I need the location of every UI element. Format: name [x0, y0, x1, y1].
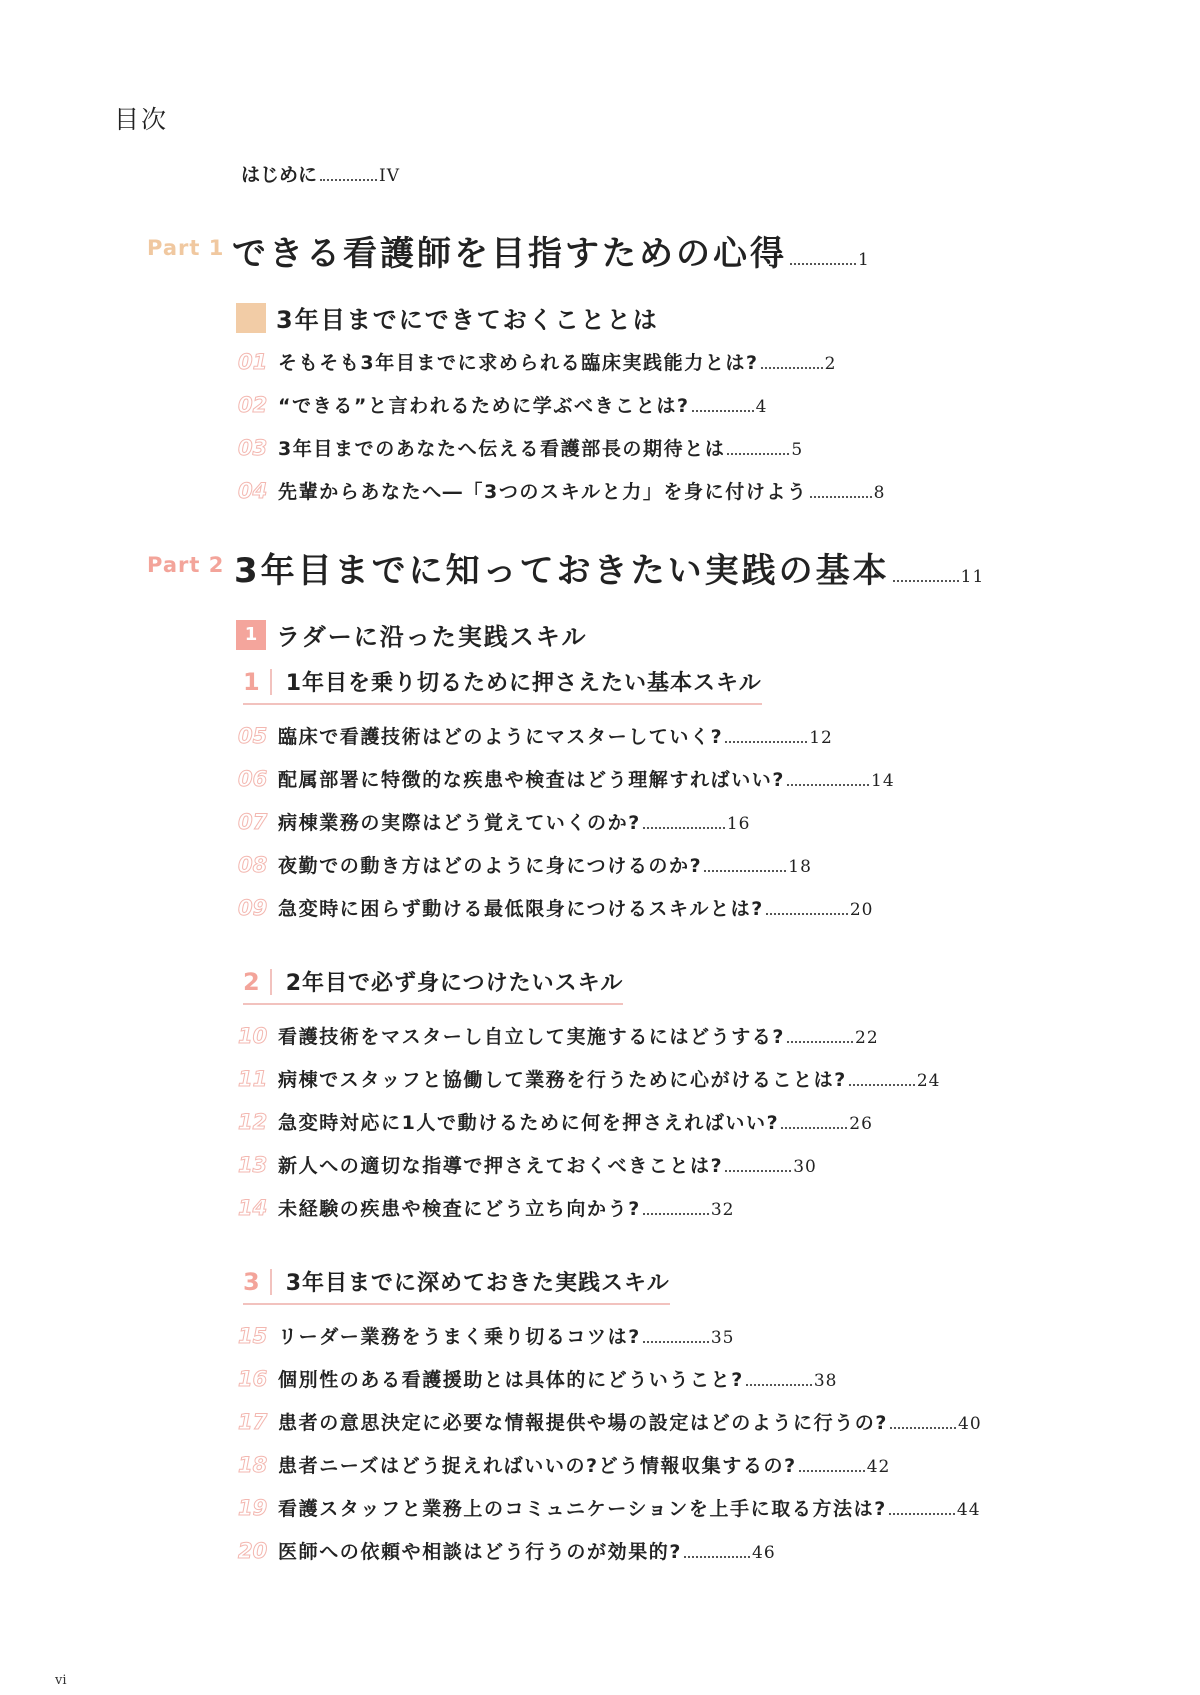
item-page: 22	[855, 1028, 879, 1048]
item-number: 20	[238, 1539, 268, 1563]
item-page: 30	[793, 1157, 817, 1177]
item-page: 8	[873, 483, 886, 503]
item-page: 18	[788, 857, 812, 877]
item-title: 先輩からあなたへ―「3つのスキルと力」を身に付けよう	[278, 481, 808, 503]
leader-dots	[810, 496, 872, 498]
item-number: 14	[238, 1196, 268, 1220]
item-page: 5	[791, 440, 804, 460]
leader-dots	[643, 1213, 709, 1215]
item-page: 44	[956, 1500, 981, 1520]
item-title: リーダー業務をうまく乗り切るコツは?	[278, 1326, 641, 1348]
item-page: 42	[866, 1457, 891, 1477]
leader-dots	[787, 784, 869, 786]
item-title: 患者の意思決定に必要な情報提供や場の設定はどのように行うの?	[278, 1412, 889, 1434]
item-title: 夜勤での動き方はどのように身につけるのか?	[278, 855, 703, 877]
page-number: vi	[55, 1673, 67, 1688]
toc-item-19[interactable]	[238, 1494, 981, 1524]
item-page: 24	[916, 1071, 941, 1091]
toc-item-11[interactable]	[238, 1065, 940, 1095]
leader-dots	[889, 1513, 955, 1515]
section-number: 2	[243, 969, 272, 995]
item-title: “できる”と言われるために学ぶべきことは?	[278, 395, 690, 417]
item-number: 05	[238, 724, 268, 748]
leader-dots	[787, 1041, 853, 1043]
item-page: 40	[958, 1414, 982, 1434]
leader-dots	[890, 1427, 956, 1429]
item-number: 11	[238, 1067, 268, 1091]
part1-label: Part 1	[147, 236, 225, 260]
toc-item-12[interactable]	[238, 1108, 873, 1138]
toc-entry-intro[interactable]	[241, 160, 400, 187]
item-page: 35	[710, 1328, 735, 1348]
leader-dots	[725, 1170, 791, 1172]
toc-item-20[interactable]	[238, 1537, 776, 1567]
item-page: 2	[824, 354, 837, 374]
item-title: 未経験の疾患や検査にどう立ち向かう?	[278, 1198, 641, 1220]
item-page: 38	[813, 1371, 838, 1391]
section-number: 1	[243, 669, 272, 695]
leader-dots	[320, 179, 377, 181]
part2-heading[interactable]	[234, 543, 984, 592]
item-number: 19	[238, 1496, 268, 1520]
part2-page: 11	[960, 567, 985, 587]
item-title: 急変時に困らず動ける最低限身につけるスキルとは?	[278, 898, 764, 920]
item-number: 04	[238, 479, 268, 503]
section-heading-3	[243, 1266, 670, 1305]
leader-dots	[766, 913, 848, 915]
part1-chapter	[236, 300, 659, 335]
item-title: 看護スタッフと業務上のコミュニケーションを上手に取る方法は?	[278, 1498, 887, 1520]
chapter-title: 3年目までにできておくこととは	[276, 306, 659, 334]
toc-item-05[interactable]	[238, 722, 833, 752]
item-page: 46	[752, 1543, 776, 1563]
chapter-box	[236, 303, 266, 333]
chapter-title: ラダーに沿った実践スキル	[276, 623, 588, 651]
toc-item-15[interactable]	[238, 1322, 734, 1352]
leader-dots	[684, 1556, 750, 1558]
section-title: 1年目を乗り切るために押さえたい基本スキル	[285, 671, 762, 696]
toc-item-04[interactable]	[238, 477, 885, 507]
item-number: 10	[238, 1024, 268, 1048]
toc-item-16[interactable]	[238, 1365, 837, 1395]
toc-item-08[interactable]	[238, 851, 812, 881]
item-page: 32	[710, 1200, 735, 1220]
item-page: 12	[809, 728, 833, 748]
item-title: 病棟でスタッフと協働して業務を行うために心がけることは?	[278, 1069, 847, 1091]
item-number: 01	[238, 350, 268, 374]
item-title: そもそも3年目までに求められる臨床実践能力とは?	[278, 352, 759, 374]
item-title: 3年目までのあなたへ伝える看護部長の期待とは	[278, 438, 726, 460]
leader-dots	[704, 870, 786, 872]
leader-dots	[893, 580, 959, 582]
toc-item-09[interactable]	[238, 894, 874, 924]
item-number: 03	[238, 436, 268, 460]
part2-label: Part 2	[147, 553, 225, 577]
item-title: 臨床で看護技術はどのようにマスターしていく?	[278, 726, 724, 748]
item-number: 09	[238, 896, 268, 920]
item-title: 新人への適切な指導で押さえておくべきことは?	[278, 1155, 724, 1177]
toc-item-01[interactable]	[238, 348, 836, 378]
intro-label: はじめに	[241, 164, 318, 186]
leader-dots	[727, 453, 789, 455]
toc-item-03[interactable]	[238, 434, 803, 464]
toc-item-10[interactable]	[238, 1022, 879, 1052]
section-title: 3年目までに深めておきた実践スキル	[285, 1271, 670, 1296]
leader-dots	[781, 1127, 847, 1129]
item-page: 4	[755, 397, 768, 417]
leader-dots	[790, 263, 856, 265]
leader-dots	[692, 410, 754, 412]
toc-item-18[interactable]	[238, 1451, 890, 1481]
toc-item-07[interactable]	[238, 808, 750, 838]
item-title: 個別性のある看護援助とは具体的にどういうこと?	[278, 1369, 744, 1391]
part1-heading[interactable]	[232, 226, 870, 275]
item-page: 16	[726, 814, 751, 834]
leader-dots	[746, 1384, 812, 1386]
item-title: 病棟業務の実際はどう覚えていくのか?	[278, 812, 641, 834]
item-number: 07	[238, 810, 268, 834]
part2-chapter	[236, 617, 588, 652]
item-page: 26	[849, 1114, 873, 1134]
item-title: 配属部署に特徴的な疾患や検査はどう理解すればいい?	[278, 769, 786, 791]
section-title: 2年目で必ず身につけたいスキル	[285, 971, 624, 996]
part2-title: 3年目までに知っておきたい実践の基本	[234, 551, 890, 591]
leader-dots	[725, 741, 807, 743]
toc-item-17[interactable]	[238, 1408, 982, 1438]
leader-dots	[849, 1084, 915, 1086]
item-title: 患者ニーズはどう捉えればいいの?どう情報収集するの?	[278, 1455, 797, 1477]
leader-dots	[761, 367, 823, 369]
toc-item-13[interactable]	[238, 1151, 817, 1181]
item-number: 08	[238, 853, 268, 877]
page-title: 目次	[114, 105, 169, 134]
toc-item-02[interactable]	[238, 391, 767, 421]
item-number: 15	[238, 1324, 268, 1348]
section-heading-1	[243, 666, 762, 705]
item-title: 看護技術をマスターし自立して実施するにはどうする?	[278, 1026, 786, 1048]
item-number: 06	[238, 767, 268, 791]
item-number: 16	[238, 1367, 268, 1391]
item-title: 医師への依頼や相談はどう行うのが効果的?	[278, 1541, 683, 1563]
leader-dots	[643, 827, 725, 829]
item-page: 20	[849, 900, 874, 920]
leader-dots	[643, 1341, 709, 1343]
item-page: 14	[871, 771, 895, 791]
item-number: 18	[238, 1453, 268, 1477]
section-number: 3	[243, 1269, 272, 1295]
item-title: 急変時対応に1人で動けるために何を押さえればいい?	[278, 1112, 780, 1134]
part1-title: できる看護師を目指すための心得	[232, 234, 787, 274]
item-number: 12	[238, 1110, 268, 1134]
leader-dots	[799, 1470, 865, 1472]
item-number: 17	[238, 1410, 268, 1434]
part1-page: 1	[858, 250, 870, 270]
item-number: 13	[238, 1153, 268, 1177]
item-number: 02	[238, 393, 268, 417]
section-heading-2	[243, 966, 623, 1005]
toc-item-06[interactable]	[238, 765, 895, 795]
toc-item-14[interactable]	[238, 1194, 734, 1224]
chapter-box: 1	[236, 620, 266, 650]
intro-page: IV	[379, 166, 401, 186]
